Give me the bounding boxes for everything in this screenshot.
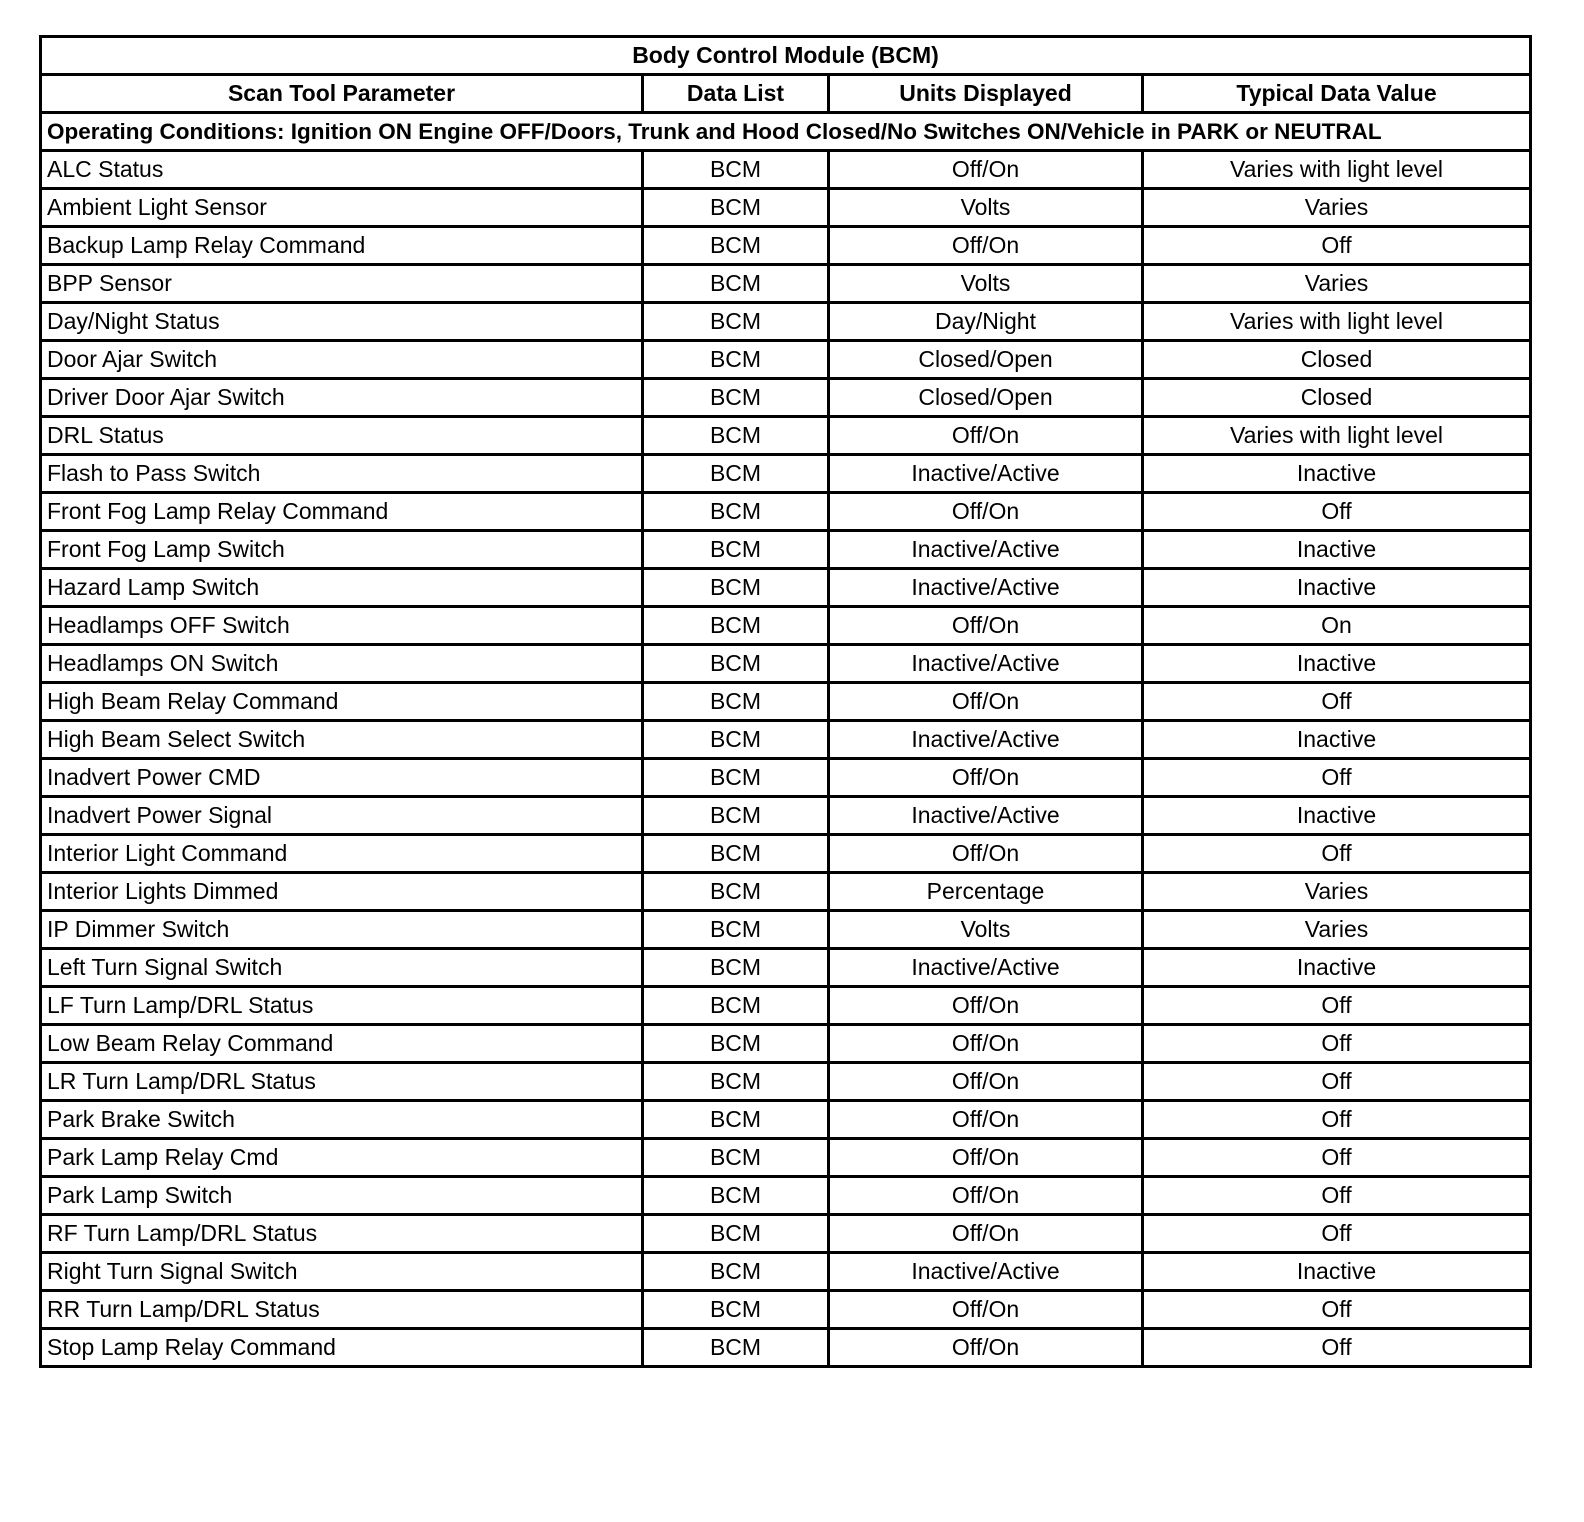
parameter-cell: Day/Night Status bbox=[41, 303, 643, 341]
table-row bbox=[41, 1253, 1531, 1291]
typical-value-cell: Off bbox=[1143, 1329, 1531, 1367]
table-row bbox=[41, 1139, 1531, 1177]
data-list-cell: BCM bbox=[643, 493, 829, 531]
data-list-cell: BCM bbox=[643, 1215, 829, 1253]
table-row bbox=[41, 1177, 1531, 1215]
header-units-displayed: Units Displayed bbox=[829, 75, 1143, 113]
data-list-cell: BCM bbox=[643, 1101, 829, 1139]
data-list-cell: BCM bbox=[643, 1139, 829, 1177]
typical-value-cell: Inactive bbox=[1143, 569, 1531, 607]
typical-value-cell: Varies with light level bbox=[1143, 417, 1531, 455]
data-list-cell: BCM bbox=[643, 1025, 829, 1063]
parameter-cell: Hazard Lamp Switch bbox=[41, 569, 643, 607]
header-row bbox=[41, 75, 1531, 113]
typical-value-cell: Varies bbox=[1143, 873, 1531, 911]
data-list-cell: BCM bbox=[643, 873, 829, 911]
units-cell: Off/On bbox=[829, 759, 1143, 797]
typical-value-cell: Varies with light level bbox=[1143, 151, 1531, 189]
table-row bbox=[41, 303, 1531, 341]
typical-value-cell: Inactive bbox=[1143, 645, 1531, 683]
data-list-cell: BCM bbox=[643, 531, 829, 569]
parameter-cell: Inadvert Power Signal bbox=[41, 797, 643, 835]
table-row bbox=[41, 1063, 1531, 1101]
parameter-cell: Headlamps ON Switch bbox=[41, 645, 643, 683]
parameter-cell: Park Lamp Switch bbox=[41, 1177, 643, 1215]
units-cell: Off/On bbox=[829, 1139, 1143, 1177]
data-list-cell: BCM bbox=[643, 607, 829, 645]
data-list-cell: BCM bbox=[643, 265, 829, 303]
parameter-cell: Front Fog Lamp Switch bbox=[41, 531, 643, 569]
parameter-cell: Inadvert Power CMD bbox=[41, 759, 643, 797]
parameter-cell: IP Dimmer Switch bbox=[41, 911, 643, 949]
units-cell: Inactive/Active bbox=[829, 569, 1143, 607]
data-list-cell: BCM bbox=[643, 797, 829, 835]
typical-value-cell: Off bbox=[1143, 1291, 1531, 1329]
parameter-cell: Park Brake Switch bbox=[41, 1101, 643, 1139]
typical-value-cell: Inactive bbox=[1143, 721, 1531, 759]
table-row bbox=[41, 911, 1531, 949]
units-cell: Off/On bbox=[829, 1177, 1143, 1215]
data-list-cell: BCM bbox=[643, 1253, 829, 1291]
units-cell: Inactive/Active bbox=[829, 721, 1143, 759]
typical-value-cell: Inactive bbox=[1143, 455, 1531, 493]
table-row bbox=[41, 151, 1531, 189]
header-data-list: Data List bbox=[643, 75, 829, 113]
parameter-cell: Ambient Light Sensor bbox=[41, 189, 643, 227]
units-cell: Day/Night bbox=[829, 303, 1143, 341]
units-cell: Off/On bbox=[829, 683, 1143, 721]
units-cell: Off/On bbox=[829, 1101, 1143, 1139]
table-row bbox=[41, 531, 1531, 569]
table-row bbox=[41, 949, 1531, 987]
units-cell: Off/On bbox=[829, 227, 1143, 265]
table-row bbox=[41, 341, 1531, 379]
data-list-cell: BCM bbox=[643, 683, 829, 721]
parameter-cell: ALC Status bbox=[41, 151, 643, 189]
parameter-cell: Door Ajar Switch bbox=[41, 341, 643, 379]
units-cell: Off/On bbox=[829, 835, 1143, 873]
data-list-cell: BCM bbox=[643, 417, 829, 455]
typical-value-cell: Off bbox=[1143, 1139, 1531, 1177]
typical-value-cell: Off bbox=[1143, 987, 1531, 1025]
data-list-cell: BCM bbox=[643, 303, 829, 341]
units-cell: Off/On bbox=[829, 493, 1143, 531]
table-row bbox=[41, 1215, 1531, 1253]
data-list-cell: BCM bbox=[643, 1177, 829, 1215]
data-list-cell: BCM bbox=[643, 949, 829, 987]
data-list-cell: BCM bbox=[643, 987, 829, 1025]
parameter-cell: LF Turn Lamp/DRL Status bbox=[41, 987, 643, 1025]
data-list-cell: BCM bbox=[643, 1063, 829, 1101]
units-cell: Inactive/Active bbox=[829, 1253, 1143, 1291]
table-title: Body Control Module (BCM) bbox=[41, 37, 1531, 75]
parameter-cell: Park Lamp Relay Cmd bbox=[41, 1139, 643, 1177]
table-row bbox=[41, 379, 1531, 417]
typical-value-cell: Off bbox=[1143, 759, 1531, 797]
units-cell: Off/On bbox=[829, 1025, 1143, 1063]
typical-value-cell: Varies bbox=[1143, 189, 1531, 227]
typical-value-cell: Varies with light level bbox=[1143, 303, 1531, 341]
table-row bbox=[41, 569, 1531, 607]
table-row bbox=[41, 1329, 1531, 1367]
units-cell: Off/On bbox=[829, 1063, 1143, 1101]
typical-value-cell: Off bbox=[1143, 493, 1531, 531]
data-list-cell: BCM bbox=[643, 1291, 829, 1329]
bcm-data-table bbox=[39, 35, 1532, 1368]
typical-value-cell: Inactive bbox=[1143, 797, 1531, 835]
parameter-cell: Headlamps OFF Switch bbox=[41, 607, 643, 645]
operating-conditions: Operating Conditions: Ignition ON Engine OFF/Doors, Trunk and Hood Closed/No Switches ON/Vehicle in PARK or NEUTRAL bbox=[41, 113, 1531, 151]
table-row bbox=[41, 797, 1531, 835]
table-row bbox=[41, 493, 1531, 531]
table-row bbox=[41, 607, 1531, 645]
parameter-cell: LR Turn Lamp/DRL Status bbox=[41, 1063, 643, 1101]
units-cell: Off/On bbox=[829, 151, 1143, 189]
typical-value-cell: Off bbox=[1143, 1063, 1531, 1101]
typical-value-cell: Off bbox=[1143, 1215, 1531, 1253]
units-cell: Inactive/Active bbox=[829, 797, 1143, 835]
typical-value-cell: Inactive bbox=[1143, 1253, 1531, 1291]
typical-value-cell: Off bbox=[1143, 1025, 1531, 1063]
table-body bbox=[41, 151, 1531, 1367]
typical-value-cell: Inactive bbox=[1143, 949, 1531, 987]
parameter-cell: Backup Lamp Relay Command bbox=[41, 227, 643, 265]
table-row bbox=[41, 759, 1531, 797]
units-cell: Percentage bbox=[829, 873, 1143, 911]
parameter-cell: High Beam Relay Command bbox=[41, 683, 643, 721]
table-row bbox=[41, 645, 1531, 683]
typical-value-cell: Off bbox=[1143, 1177, 1531, 1215]
parameter-cell: Interior Light Command bbox=[41, 835, 643, 873]
parameter-cell: RF Turn Lamp/DRL Status bbox=[41, 1215, 643, 1253]
operating-conditions-row bbox=[41, 113, 1531, 151]
title-row bbox=[41, 37, 1531, 75]
table-row bbox=[41, 873, 1531, 911]
typical-value-cell: Closed bbox=[1143, 379, 1531, 417]
units-cell: Inactive/Active bbox=[829, 949, 1143, 987]
table-row bbox=[41, 835, 1531, 873]
units-cell: Inactive/Active bbox=[829, 531, 1143, 569]
parameter-cell: RR Turn Lamp/DRL Status bbox=[41, 1291, 643, 1329]
table-row bbox=[41, 1101, 1531, 1139]
units-cell: Volts bbox=[829, 911, 1143, 949]
table-row bbox=[41, 189, 1531, 227]
typical-value-cell: Varies bbox=[1143, 911, 1531, 949]
table-row bbox=[41, 417, 1531, 455]
parameter-cell: DRL Status bbox=[41, 417, 643, 455]
table-row bbox=[41, 721, 1531, 759]
parameter-cell: Interior Lights Dimmed bbox=[41, 873, 643, 911]
parameter-cell: Driver Door Ajar Switch bbox=[41, 379, 643, 417]
typical-value-cell: Off bbox=[1143, 835, 1531, 873]
table-row bbox=[41, 683, 1531, 721]
typical-value-cell: Off bbox=[1143, 1101, 1531, 1139]
data-list-cell: BCM bbox=[643, 189, 829, 227]
units-cell: Off/On bbox=[829, 987, 1143, 1025]
typical-value-cell: Varies bbox=[1143, 265, 1531, 303]
typical-value-cell: Off bbox=[1143, 683, 1531, 721]
table-row bbox=[41, 1025, 1531, 1063]
data-list-cell: BCM bbox=[643, 1329, 829, 1367]
parameter-cell: Front Fog Lamp Relay Command bbox=[41, 493, 643, 531]
parameter-cell: Left Turn Signal Switch bbox=[41, 949, 643, 987]
units-cell: Inactive/Active bbox=[829, 455, 1143, 493]
data-list-cell: BCM bbox=[643, 911, 829, 949]
units-cell: Volts bbox=[829, 189, 1143, 227]
typical-value-cell: Off bbox=[1143, 227, 1531, 265]
units-cell: Volts bbox=[829, 265, 1143, 303]
data-list-cell: BCM bbox=[643, 227, 829, 265]
data-list-cell: BCM bbox=[643, 645, 829, 683]
data-list-cell: BCM bbox=[643, 151, 829, 189]
units-cell: Closed/Open bbox=[829, 341, 1143, 379]
data-list-cell: BCM bbox=[643, 569, 829, 607]
parameter-cell: BPP Sensor bbox=[41, 265, 643, 303]
units-cell: Off/On bbox=[829, 1329, 1143, 1367]
parameter-cell: Right Turn Signal Switch bbox=[41, 1253, 643, 1291]
header-scan-tool-parameter: Scan Tool Parameter bbox=[41, 75, 643, 113]
units-cell: Off/On bbox=[829, 417, 1143, 455]
table-row bbox=[41, 227, 1531, 265]
typical-value-cell: Inactive bbox=[1143, 531, 1531, 569]
data-list-cell: BCM bbox=[643, 379, 829, 417]
table-row bbox=[41, 265, 1531, 303]
typical-value-cell: Closed bbox=[1143, 341, 1531, 379]
data-list-cell: BCM bbox=[643, 835, 829, 873]
table-row bbox=[41, 455, 1531, 493]
units-cell: Closed/Open bbox=[829, 379, 1143, 417]
parameter-cell: High Beam Select Switch bbox=[41, 721, 643, 759]
data-list-cell: BCM bbox=[643, 721, 829, 759]
units-cell: Off/On bbox=[829, 1215, 1143, 1253]
data-list-cell: BCM bbox=[643, 455, 829, 493]
data-list-cell: BCM bbox=[643, 341, 829, 379]
header-typical-data-value: Typical Data Value bbox=[1143, 75, 1531, 113]
units-cell: Off/On bbox=[829, 607, 1143, 645]
units-cell: Inactive/Active bbox=[829, 645, 1143, 683]
parameter-cell: Stop Lamp Relay Command bbox=[41, 1329, 643, 1367]
units-cell: Off/On bbox=[829, 1291, 1143, 1329]
parameter-cell: Low Beam Relay Command bbox=[41, 1025, 643, 1063]
parameter-cell: Flash to Pass Switch bbox=[41, 455, 643, 493]
typical-value-cell: On bbox=[1143, 607, 1531, 645]
table-row bbox=[41, 1291, 1531, 1329]
table-row bbox=[41, 987, 1531, 1025]
data-list-cell: BCM bbox=[643, 759, 829, 797]
